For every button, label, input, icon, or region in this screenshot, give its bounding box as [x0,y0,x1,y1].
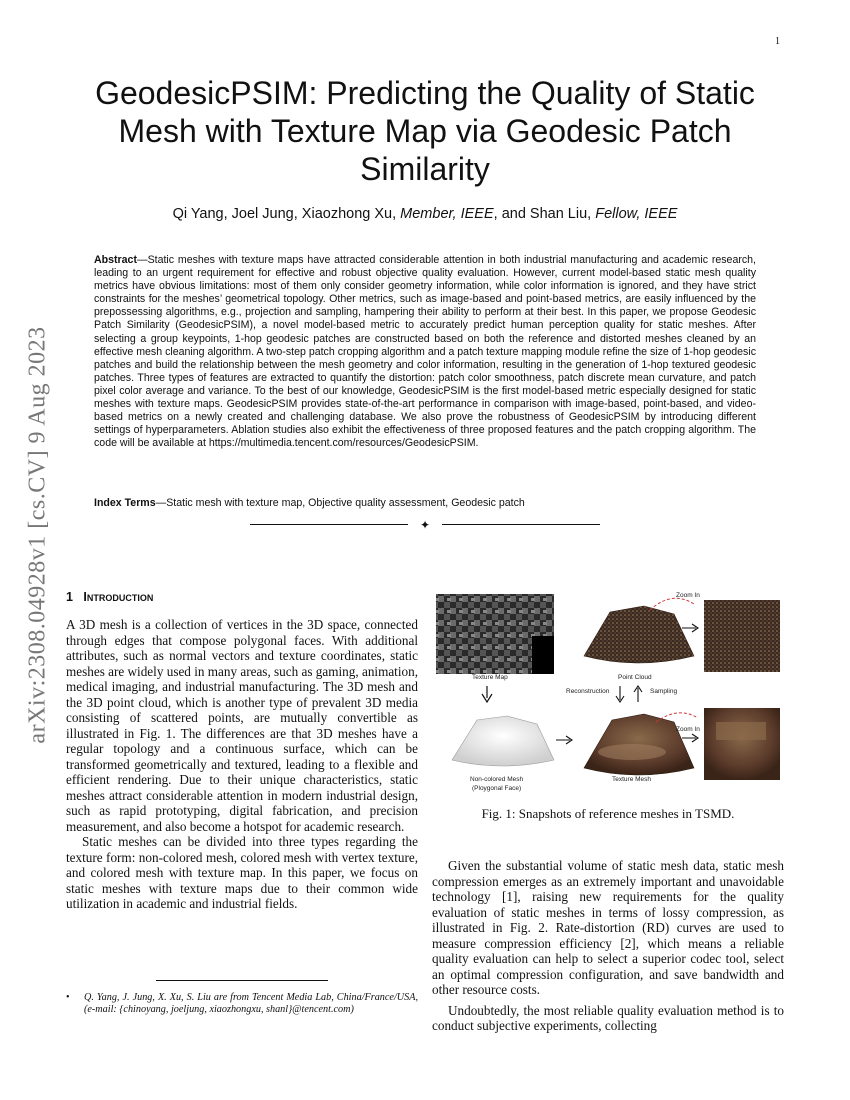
section-title: Introduction [83,590,154,604]
author-names-2: , and Shan Liu, [493,206,596,222]
paragraph: A 3D mesh is a collection of vertices in the 3D space, connected through edges that compose polygonal faces. With additional attributes, such as normal vectors and texture coordinates, static meshes are widely used in many areas, such as gaming, animation, medical imaging, and industrial manufacturing. The 3D mesh and the 3D point cloud, which is another type of prevalent 3D media consisting of scattered points, are mutually convertible as illustrated in Fig. 1. The differences are that 3D meshes have a regular topology and a continuous surface, which can be transformed geometrically and textured, leading to a flexible and efficient rendering. Due to their unique characteristics, static meshes attract considerable attention in modern industrial design, such as rapid prototyping, digital fabrication, and precision measurement, and also become a hotspot for academic research. [66,617,418,834]
author-line [60,206,790,222]
reconstruction-arrow-icon [616,686,624,702]
paragraph: Static meshes can be divided into three types regarding the texture form: non-colored mesh, colored mesh with vertex texture, and colored mesh with texture map. In this paper, we focus on static meshes with texture maps due to their common wide utilization in academic and industrial fields. [66,834,418,911]
paper-title: GeodesicPSIM: Predicting the Quality of Static Mesh with Texture Map via Geodesic Patch Similarity [95,75,755,187]
arrow-right-icon [682,734,698,742]
footnote [66,992,418,1017]
label-texture-map: Texture Map [472,674,508,681]
texture-map-black-region [532,636,554,674]
point-cloud-zoom-image [704,600,780,672]
sampling-arrow-icon [634,686,642,702]
left-column-text [66,617,418,912]
footnote-bullet: • [66,992,70,1003]
abstract [94,254,756,450]
point-cloud-capsule-image [584,606,694,663]
section-number: 1 [66,590,73,604]
footnote-text: Q. Yang, J. Jung, X. Xu, S. Liu are from Tencent Media Lab, China/France/USA, (e-mail: {chinoyang, joeljung, xiaozhongxu, shanl}@tencent.com) [84,992,418,1016]
divider-line-left [250,524,408,525]
arrow-down-icon [482,686,492,702]
arxiv-id: arXiv:2308.04928v1 [cs.CV] 9 Aug 2023 [24,326,51,744]
arrow-right-icon [556,736,572,744]
label-non-colored-mesh: Non-colored Mesh [470,776,524,783]
capsule-highlight [598,744,666,760]
index-terms [94,497,756,510]
arxiv-stamp [18,295,58,775]
non-colored-mesh-image [452,716,554,766]
right-column-text [432,858,784,1034]
label-reconstruction: Reconstruction [566,688,610,695]
zoom-detail [716,722,766,740]
footnote-rule [156,980,328,981]
abstract-text: —Static meshes with texture maps have attracted considerable attention in both industrial manufacturing and academic research, leading to an urgent requirement for effective and robust objective quality evaluation. However, current model-based static mesh quality metrics have obvious limitations: most of them only consider geometry information, while color information is ignored, and they have strict constraints for the meshes’ geometrical topology. Other metrics, such as image-based and point-based metrics, are easily influenced by the prepossessing algorithms, e.g., projection and sampling, hampering their ability to perform at their best. In this paper, we propose Geodesic Patch Similarity (GeodesicPSIM), a novel model-based metric to accurately predict human perception quality for static meshes. After selecting a group keypoints, 1-hop geodesic patches are constructed based on both the reference and distorted meshes cleaned by an effective mesh cleaning algorithm. A two-step patch cropping algorithm and a patch texture mapping module refine the size of 1-hop geodesic patches and build the relationship between the mesh geometry and color information, resulting in the generation of 1-hop textured geodesic patches. Three types of features are extracted to quantify the distortion: patch color smoothness, patch discrete mean curvature, and patch pixel color average and variance. To the best of our knowledge, GeodesicPSIM is the first model-based metric especially designed for static meshes with texture maps. GeodesicPSIM provides state-of-the-art performance in comparison with image-based, point-based, and video-based metrics on a newly created and challenging database. We also prove the robustness of GeodesicPSIM by introducing different settings of hyperparameters. Ablation studies also exhibit the effectiveness of three proposed features and the patch cropping algorithm. The code will be available at https://multimedia.tencent.com/resources/GeodesicPSIM. [94,254,756,450]
arrow-right-icon [682,624,698,632]
section-divider [250,516,600,532]
label-sampling: Sampling [650,688,678,695]
label-zoom-in-top: Zoom In [676,592,700,599]
author-role-2: Fellow, IEEE [595,206,678,222]
label-polygonal-face: (Ploygonal Face) [472,785,522,792]
zoom-dashed-curve-top [650,598,694,610]
divider-line-right [442,524,600,525]
page-number: 1 [775,36,780,47]
section-heading [66,590,418,604]
figure-graphic [432,590,784,804]
paragraph: Undoubtedly, the most reliable quality evaluation method is to conduct subjective experiments, collecting [432,1002,784,1033]
index-terms-label: Index Terms [94,497,156,509]
label-zoom-in-bottom: Zoom In [676,726,700,733]
abstract-label: Abstract [94,254,137,266]
figure-caption: Fig. 1: Snapshots of reference meshes in TSMD. [481,806,735,821]
author-role-1: Member, IEEE [400,206,494,222]
label-texture-mesh: Texture Mesh [612,776,652,783]
divider-diamond-icon: ✦ [420,518,431,532]
author-names-1: Qi Yang, Joel Jung, Xiaozhong Xu, [172,206,401,222]
label-point-cloud: Point Cloud [618,674,652,681]
figure-1 [432,590,784,804]
paragraph: Given the substantial volume of static mesh data, static mesh compression emerges as an extremely important and unavoidable technology [1], raising new requirements for the quality evaluation of static meshes in terms of lossy compression, as illustrated in Fig. 2. Rate-distortion (RD) curves are used to measure compression efficiency [2], which means a reliable quality evaluation can help to select a superior codec tool, select an optimal compression configuration, and save bandwidth and other resource costs. [432,858,784,997]
texture-mesh-zoom-image [704,708,780,780]
index-terms-text: —Static mesh with texture map, Objective quality assessment, Geodesic patch [155,497,525,509]
